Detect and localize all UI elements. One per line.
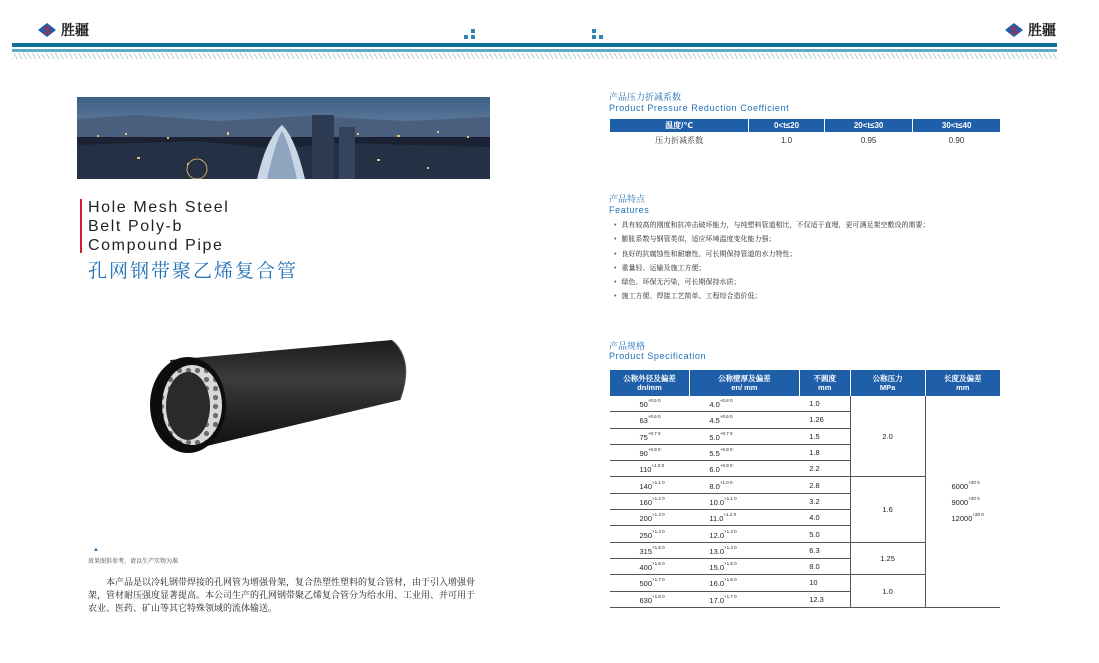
header-hatch <box>12 53 1057 59</box>
spec-tolerance: +1.1 0 <box>652 479 665 485</box>
city-harbor-photo <box>77 97 490 179</box>
spec-dn-cell <box>610 461 690 477</box>
spec-dn-cell <box>610 575 690 591</box>
spec-tolerance: +0.8 0 <box>719 447 733 453</box>
spec-tolerance: +1.7 0 <box>724 593 737 599</box>
spec-dn-cell <box>610 493 690 509</box>
spec-length-item: $6000^{+20 0}$ <box>951 480 980 492</box>
spec-en-cell <box>689 526 799 542</box>
brand-name: 胜疆 <box>61 22 89 38</box>
spec-value: 13.0 <box>709 546 725 556</box>
spec-value: 50 <box>639 400 648 410</box>
image-note: 效果图供参考，请以生产实物为准 <box>88 559 179 565</box>
spec-value: 8.0 <box>709 481 720 491</box>
spec-ovality-cell <box>799 542 850 558</box>
spec-ovality-cell <box>799 591 850 607</box>
spec-dn-cell <box>610 558 690 574</box>
spec-value: 250 <box>639 530 653 540</box>
spec-value: 5.5 <box>709 449 720 459</box>
spec-en-cell <box>689 558 799 574</box>
spec-length-item: $12000^{+20 0}$ <box>951 512 984 524</box>
spec-value: 140 <box>639 481 653 491</box>
spec-tolerance: +0.9 0 <box>647 447 661 453</box>
spec-tolerance: +1.4 0 <box>724 544 737 550</box>
spec-dn-cell <box>610 591 690 607</box>
brand-mark-icon <box>1003 21 1025 39</box>
spec-value: 110 <box>639 465 652 475</box>
spec-value: 2.8 <box>809 480 820 490</box>
title-english-line: Hole Mesh Steel <box>88 199 230 216</box>
pressure-table <box>609 119 1000 149</box>
spec-header-cell: 长度及偏差 mm <box>925 370 1000 396</box>
pressure-value-row <box>610 132 1001 149</box>
spec-en-cell <box>689 510 799 526</box>
spec-value: 160 <box>639 497 653 507</box>
spec-ovality-cell <box>799 412 850 428</box>
spec-tolerance: +0.7 0 <box>719 430 733 436</box>
spec-dn-cell <box>610 428 690 444</box>
spec-value: 12.0 <box>709 530 725 540</box>
spec-value: 4.5 <box>709 416 720 426</box>
title-accent-bar <box>80 199 82 253</box>
spec-value: 1.26 <box>809 415 824 425</box>
pressure-header-row <box>610 119 1001 132</box>
spec-ovality-cell <box>799 461 850 477</box>
spec-value: 8.0 <box>809 562 820 572</box>
title-english-line: Belt Poly-b <box>88 218 183 235</box>
spec-dn-cell <box>610 396 690 412</box>
spec-value: 10 <box>809 578 818 588</box>
spec-dn-cell <box>610 542 690 558</box>
spec-tolerance: +1.7 0 <box>652 577 665 583</box>
spec-title-en: Product Specification <box>609 351 707 361</box>
title-english-line: Compound Pipe <box>88 237 224 254</box>
title-chinese: 孔网钢带聚乙烯复合管 <box>88 261 299 282</box>
spec-dn-cell <box>610 510 690 526</box>
spec-value: 1.8 <box>809 448 820 458</box>
spec-value: 11.0 <box>709 514 724 524</box>
spec-en-cell <box>689 493 799 509</box>
pressure-header-cell: 20<t≤30 <box>824 119 913 132</box>
spec-tolerance: +1.6 0 <box>724 577 737 583</box>
spec-value: 2.2 <box>809 464 820 474</box>
pressure-header-cell: 温度/℃ <box>610 119 749 132</box>
spec-ovality-cell <box>799 396 850 412</box>
spec-value: 200 <box>639 514 653 524</box>
spec-pressure-cell: 1.0 <box>850 575 925 608</box>
feature-item: • 良好的抗腐蚀性和耐磨性，可长期保持管道的水力特性； <box>614 248 929 262</box>
spec-tolerance: +1.1 0 <box>724 495 737 501</box>
features-title-en: Features <box>609 205 650 215</box>
feature-item: • 具有较高的刚度和抗冲击破坏能力，与纯塑料管道相比，不仅适于直埋，更可满足架空敷设的需要； <box>614 219 929 233</box>
spec-header-row <box>610 370 1001 396</box>
spec-ovality-cell <box>799 575 850 591</box>
spec-tolerance: +1.8 0 <box>652 593 665 599</box>
spec-value: 17.0 <box>709 595 725 605</box>
spec-header-cell: 公称壁厚及偏差 en/ mm <box>689 370 799 396</box>
spec-pressure-cell: 2.0 <box>850 396 925 477</box>
product-description: 本产品是以冷轧钢带焊接的孔网管为增强骨架，复合热塑性塑料的复合管材，由于引入增强骨架，管材耐压强度显著提高。本公司生产的孔网钢带聚乙烯复合管分为给水用、工业用、并可用于农业、医药、矿山等其它特殊领域的流体输送。 <box>88 577 476 613</box>
spec-en-cell <box>689 591 799 607</box>
spec-tolerance: +1.6 0 <box>652 561 665 567</box>
spec-tolerance: +1.0 0 <box>719 479 733 485</box>
spec-en-cell <box>689 428 799 444</box>
spec-en-cell <box>689 542 799 558</box>
spec-ovality-cell <box>799 510 850 526</box>
pressure-value-cell: 1.0 <box>780 136 793 145</box>
spec-value: 4.0 <box>709 400 720 410</box>
spec-tolerance: +0.7 0 <box>647 430 661 436</box>
spec-tolerance: +1.3 0 <box>724 528 737 534</box>
spec-tolerance: +1.2 0 <box>652 495 665 501</box>
svg-text:S: S <box>43 25 51 37</box>
spec-ovality-cell <box>799 477 850 493</box>
feature-item: • 重量轻、运输及施工方便； <box>614 262 929 276</box>
spec-body <box>610 396 1001 607</box>
brand-name: 胜疆 <box>1028 22 1056 38</box>
spec-ovality-cell <box>799 493 850 509</box>
spec-en-cell <box>689 461 799 477</box>
spec-value: 6.3 <box>809 545 820 555</box>
spec-value: 500 <box>639 579 653 589</box>
header-band-secondary <box>12 49 1057 52</box>
spec-value: 3.2 <box>809 496 820 506</box>
spec-tolerance: +1.5 0 <box>652 544 665 550</box>
spec-pressure-cell: 1.25 <box>850 542 925 575</box>
spec-value: 630 <box>639 595 653 605</box>
header-band <box>12 43 1057 47</box>
features-list <box>614 219 929 305</box>
spec-dn-cell <box>610 526 690 542</box>
spec-tolerance: +1.4 0 <box>652 528 665 534</box>
spec-en-cell <box>689 477 799 493</box>
svg-text:S: S <box>1010 25 1018 37</box>
spec-value: 16.0 <box>709 579 725 589</box>
spec-en-cell <box>689 575 799 591</box>
spec-en-cell <box>689 412 799 428</box>
spec-value: 15.0 <box>709 563 725 573</box>
feature-item: • 施工方便、焊接工艺简单、工程综合造价低； <box>614 290 929 304</box>
spec-en-cell <box>689 396 799 412</box>
spec-tolerance: +0.6 0 <box>647 414 661 420</box>
spec-value: 5.0 <box>809 529 820 539</box>
features-title-cn: 产品特点 <box>609 194 646 204</box>
brand-logo-right <box>1003 20 1056 40</box>
spec-dn-cell <box>610 477 690 493</box>
spec-value: 315 <box>639 546 653 556</box>
spec-tolerance: +1.5 0 <box>724 561 737 567</box>
brand-logo-left <box>36 20 89 40</box>
brand-mark-icon <box>36 21 58 39</box>
spec-value: 5.0 <box>709 432 720 442</box>
pressure-row-label: 压力折减系数 <box>655 136 704 145</box>
spec-value: 90 <box>639 449 648 459</box>
feature-item: • 绿色、环保无污染，可长期保持水质； <box>614 276 929 290</box>
spec-value: 4.0 <box>809 513 820 523</box>
spec-tolerance: +1.3 0 <box>652 512 665 518</box>
spec-header-cell: 不圆度 mm <box>799 370 850 396</box>
spec-en-cell <box>689 444 799 460</box>
spec-dn-cell <box>610 444 690 460</box>
spec-row <box>610 396 1001 412</box>
spec-ovality-cell <box>799 444 850 460</box>
title-english <box>88 198 229 255</box>
spec-length-cell <box>925 396 1000 607</box>
feature-item: • 膨胀系数与钢管类似，适应环境温度变化能力强； <box>614 233 929 247</box>
pipe-product-image <box>130 330 420 460</box>
spec-tolerance: +0.9 0 <box>719 463 733 469</box>
spec-ovality-cell <box>799 526 850 542</box>
spec-dn-cell <box>610 412 690 428</box>
spec-tolerance: +0.6 0 <box>719 414 733 420</box>
pressure-title-cn: 产品压力折减系数 <box>609 92 682 102</box>
pressure-value-cell: 0.95 <box>860 136 877 145</box>
spec-value: 1.5 <box>809 431 820 441</box>
spec-value: 12.3 <box>809 594 824 604</box>
pressure-header-cell: 30<t≤40 <box>913 119 1000 132</box>
spec-pressure-cell: 1.6 <box>850 477 925 542</box>
spec-tolerance: +1.0 0 <box>651 463 665 469</box>
pressure-title-en: Product Pressure Reduction Coefficient <box>609 103 790 113</box>
spec-length-item: $9000^{+20 0}$ <box>951 496 980 508</box>
spec-ovality-cell <box>799 428 850 444</box>
spec-header-cell: 公称外径及偏差 dn/mm <box>610 370 690 396</box>
spec-value: 6.0 <box>709 465 720 475</box>
spec-value: 1.0 <box>809 399 820 409</box>
spec-ovality-cell <box>799 558 850 574</box>
spec-tolerance: +1.2 0 <box>723 512 737 518</box>
spec-tolerance: +0.8 0 <box>719 398 733 404</box>
spec-tolerance: +0.5 0 <box>647 398 661 404</box>
spec-table <box>609 370 1000 608</box>
spec-value: 75 <box>639 432 648 442</box>
pressure-header-cell: 0<t≤20 <box>749 119 825 132</box>
spec-title-cn: 产品规格 <box>609 341 646 351</box>
spec-header-cell: 公称压力 MPa <box>850 370 925 396</box>
spec-value: 10.0 <box>709 497 725 507</box>
pressure-value-cell: 0.90 <box>948 136 965 145</box>
spec-value: 400 <box>639 563 653 573</box>
spec-value: 63 <box>639 416 648 426</box>
note-marker-icon: ▲ <box>93 547 99 553</box>
